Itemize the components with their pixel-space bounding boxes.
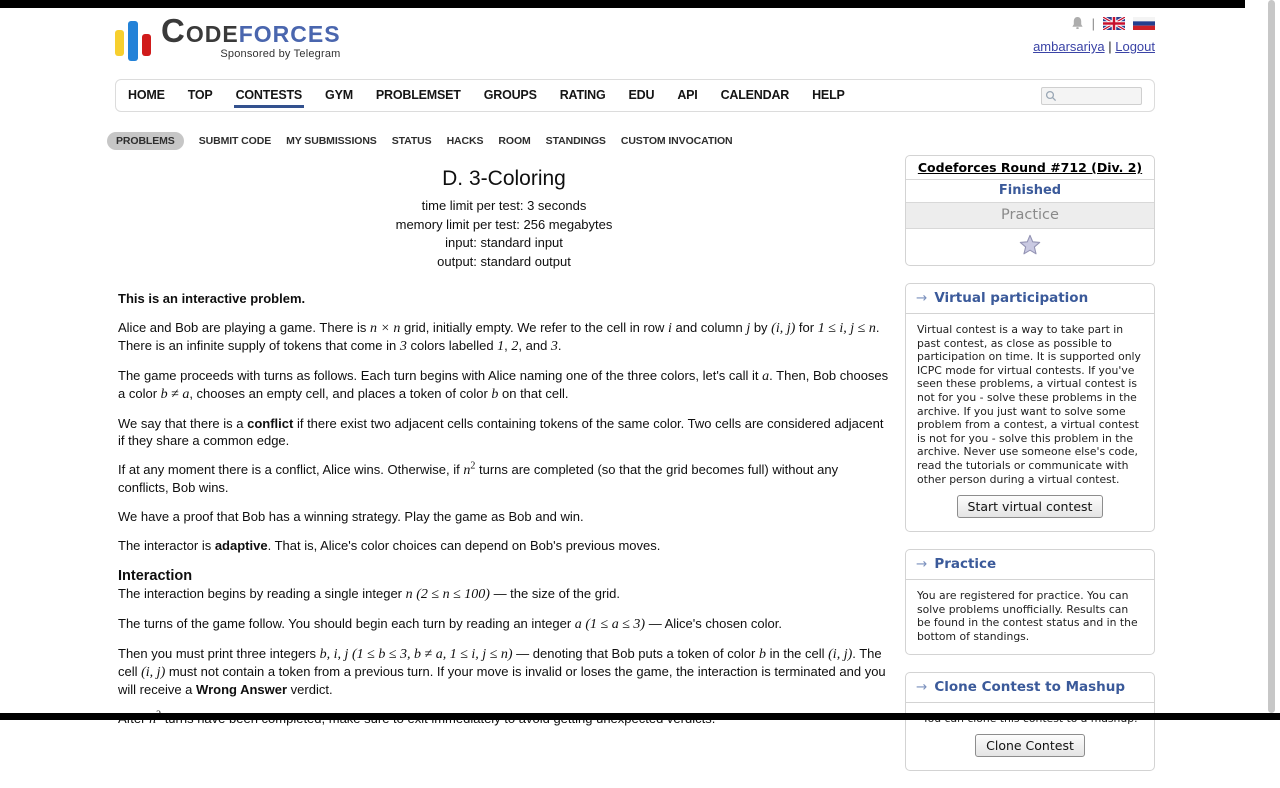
contest-sub-navigation bbox=[107, 132, 733, 150]
subnav-item-standings[interactable]: STANDINGS bbox=[545, 135, 606, 147]
virtual-participation-header[interactable] bbox=[906, 284, 1154, 314]
statement-paragraph: If at any moment there is a conflict, Alice wins. Otherwise, if $n^2$ turns are completed (so that the grid becomes full) without any conflicts, Bob wins. bbox=[118, 460, 839, 495]
statement-paragraph: We have a proof that Bob has a winning strategy. Play the game as Bob and win. bbox=[118, 509, 584, 524]
ru-flag-icon[interactable] bbox=[1133, 17, 1155, 30]
user-links bbox=[1033, 39, 1155, 54]
output-spec: output: standard output bbox=[437, 253, 571, 269]
search-input[interactable] bbox=[1057, 90, 1137, 102]
clone-contest-header[interactable] bbox=[906, 673, 1154, 703]
vertical-scrollbar[interactable] bbox=[1268, 0, 1275, 713]
nav-item-gym[interactable]: GYM bbox=[325, 88, 353, 102]
nav-item-rating[interactable]: RATING bbox=[559, 88, 606, 102]
nav-item-problemset[interactable]: PROBLEMSET bbox=[375, 88, 461, 102]
subnav-item-room[interactable]: ROOM bbox=[498, 135, 531, 147]
practice-text: You are registered for practice. You can solve problems unofficially. Results can be found in the contest status and in the bottom of standings. bbox=[917, 589, 1138, 643]
logo-text bbox=[161, 12, 341, 49]
virtual-participation-box bbox=[905, 283, 1155, 532]
subnav-item-custom-invocation[interactable]: CUSTOM INVOCATION bbox=[620, 135, 733, 147]
logo-bar-blue bbox=[128, 21, 138, 61]
practice-box bbox=[905, 549, 1155, 654]
logo-bars-icon bbox=[115, 21, 151, 56]
main-navigation bbox=[115, 79, 1155, 112]
clone-contest-title: Clone Contest to Mashup bbox=[934, 678, 1126, 695]
nav-item-groups[interactable]: GROUPS bbox=[483, 88, 537, 102]
problem-title: D. 3-Coloring bbox=[442, 167, 566, 190]
subnav-item-problems[interactable]: PROBLEMS bbox=[107, 132, 184, 150]
contest-title-row bbox=[906, 156, 1154, 179]
statement-paragraph: The interactor is adaptive. That is, Alice's color choices can depend on Bob's previous moves. bbox=[118, 538, 661, 553]
user-links-separator: | bbox=[1108, 39, 1112, 54]
contest-star-row bbox=[906, 228, 1154, 265]
search-box[interactable] bbox=[1041, 87, 1142, 105]
virtual-participation-title: Virtual participation bbox=[934, 290, 1089, 306]
username-link[interactable]: ambarsariya bbox=[1033, 39, 1105, 54]
subnav-item-my-submissions[interactable]: MY SUBMISSIONS bbox=[286, 135, 377, 147]
problem-limits bbox=[118, 197, 890, 271]
virtual-participation-text: Virtual contest is a way to take part in past contest, as close as possible to participation on time. It is supported only ICPC mode for virtual contests. If you've seen these problems, a virtual contest is not for you - solve these problems in the archive. If you just want to solve some problem from a contest, a virtual contest is not for you - solve this problem in the archive. Never use someone else's code, read the tutorials or communicate with other person during a virtual contest. bbox=[917, 323, 1141, 486]
arrow-icon: → bbox=[916, 556, 928, 573]
search-icon bbox=[1045, 90, 1057, 102]
interaction-heading: Interaction bbox=[118, 568, 193, 584]
star-icon[interactable] bbox=[1019, 234, 1041, 255]
header-separator: | bbox=[1091, 15, 1095, 31]
nav-item-calendar[interactable]: CALENDAR bbox=[720, 88, 790, 102]
statement-paragraph: Then you must print three integers b, i, j (1 ≤ b ≤ 3, b ≠ a, 1 ≤ i, j ≤ n) — denoting that Bob puts a token of color b in the cell (i, j). The cell (i, j) must not contain a token from a previous turn. If your move is invalid or loses the game, the interaction is terminated and you will receive a Wrong Answer verdict. bbox=[118, 646, 886, 697]
subnav-item-submit-code[interactable]: SUBMIT CODE bbox=[198, 135, 272, 147]
statement-paragraph: This is an interactive problem. bbox=[118, 291, 306, 306]
subnav-item-status[interactable]: STATUS bbox=[391, 135, 432, 147]
logout-link[interactable]: Logout bbox=[1115, 39, 1155, 54]
arrow-icon: → bbox=[916, 678, 928, 695]
practice-header[interactable] bbox=[906, 550, 1154, 580]
page-header bbox=[115, 14, 1155, 76]
statement-body bbox=[118, 290, 890, 728]
clone-contest-button[interactable]: Clone Contest bbox=[975, 734, 1085, 757]
contest-mode: Practice bbox=[906, 202, 1154, 228]
logo-subtitle: Sponsored by Telegram bbox=[220, 48, 341, 60]
input-spec: input: standard input bbox=[445, 235, 563, 250]
problem-statement-panel bbox=[118, 166, 890, 740]
time-limit: time limit per test: 3 seconds bbox=[421, 198, 587, 213]
nav-item-help[interactable]: HELP bbox=[812, 88, 845, 102]
contest-status: Finished bbox=[906, 179, 1154, 202]
logo-text-forces: forces bbox=[238, 12, 341, 49]
nav-item-top[interactable]: TOP bbox=[187, 88, 213, 102]
statement-paragraph: We say that there is a conflict if there exist two adjacent cells containing tokens of the same color. Two cells are considered adjacent if they share a common edge. bbox=[118, 416, 884, 448]
logo-text-code: Code bbox=[161, 12, 239, 49]
statement-paragraph: The game proceeds with turns as follows. Each turn begins with Alice naming one of the three colors, let's call it a. Then, Bob chooses a color b ≠ a, chooses an empty cell, and places a token of color b on that cell. bbox=[118, 368, 889, 402]
letterbox-bottom bbox=[0, 713, 1280, 720]
arrow-icon: → bbox=[916, 290, 928, 306]
memory-limit: memory limit per test: 256 megabytes bbox=[395, 216, 613, 232]
practice-title: Practice bbox=[934, 556, 997, 573]
nav-item-contests[interactable]: CONTESTS bbox=[236, 80, 302, 111]
statement-paragraph: Alice and Bob are playing a game. There is n × n grid, initially empty. We refer to the cell in row i and column j by (i, j) for 1 ≤ i, j ≤ n. There is an infinite supply of tokens that come in 3 colors labelled 1, 2, and 3. bbox=[118, 320, 880, 354]
statement-paragraph: The interaction begins by reading a single integer n (2 ≤ n ≤ 100) — the size of the grid. bbox=[118, 586, 621, 602]
logo-bar-yellow bbox=[115, 30, 124, 56]
logo-bar-red bbox=[142, 34, 151, 56]
contest-info-box bbox=[905, 155, 1155, 266]
nav-item-edu[interactable]: EDU bbox=[628, 88, 655, 102]
nav-item-api[interactable]: API bbox=[677, 88, 698, 102]
uk-flag-icon[interactable] bbox=[1103, 17, 1125, 30]
subnav-item-hacks[interactable]: HACKS bbox=[446, 135, 484, 147]
contest-link[interactable]: Codeforces Round #712 (Div. 2) bbox=[917, 160, 1143, 175]
statement-paragraph: The turns of the game follow. You should begin each turn by reading an integer a (1 ≤ a ≤ 3) — Alice's chosen color. bbox=[118, 616, 782, 632]
sidebar bbox=[905, 155, 1155, 788]
start-virtual-contest-button[interactable]: Start virtual contest bbox=[957, 495, 1104, 518]
letterbox-top bbox=[0, 0, 1245, 8]
nav-item-home[interactable]: HOME bbox=[128, 88, 165, 102]
bell-icon[interactable] bbox=[1071, 16, 1084, 30]
clone-contest-box bbox=[905, 672, 1155, 772]
codeforces-logo[interactable] bbox=[115, 12, 341, 60]
